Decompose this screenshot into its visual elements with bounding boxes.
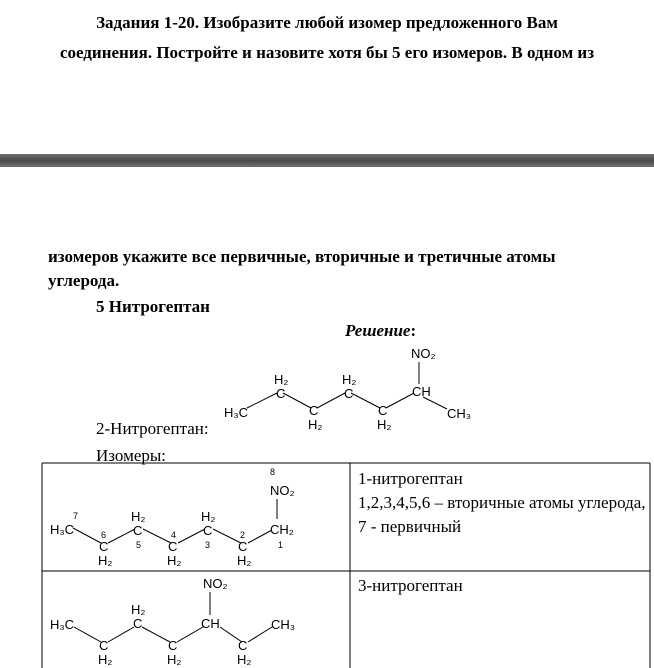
label-h2: H₂ [308, 417, 323, 432]
atom-number: 7 [73, 511, 79, 521]
label-c: C [344, 386, 354, 401]
label-h2: H₂ [167, 553, 182, 568]
label-h2: H₂ [237, 553, 252, 568]
label-h2: H₂ [342, 372, 357, 387]
label-c: C [99, 539, 109, 554]
isomers-label: Изомеры: [96, 446, 167, 465]
label-h2: H₂ [237, 652, 252, 667]
label-c: C [203, 523, 213, 538]
table-row [358, 574, 648, 598]
atom-number: 2 [240, 530, 246, 540]
label-ch2: CH₂ [270, 522, 294, 537]
label-no2: NO₂ [270, 483, 295, 498]
isomer-name: 1-нитрогептан [358, 469, 463, 488]
label-ch: CH [412, 384, 431, 399]
label-c: C [238, 539, 248, 554]
label-no2: NO₂ [411, 346, 436, 361]
solution-label: Решение [345, 321, 411, 340]
label-h2: H₂ [98, 553, 113, 568]
label-ch3: CH₃ [447, 406, 472, 421]
label-c: C [276, 386, 286, 401]
atom-number: 6 [101, 530, 107, 540]
atom-number: 8 [270, 467, 276, 477]
label-h2: H₂ [167, 652, 182, 667]
task-text-line3: изомеров укажите все первичные, вторичные и третичные атомы [48, 247, 556, 266]
label-ch: CH [201, 616, 220, 631]
label-c: C [309, 403, 319, 418]
label-c: C [378, 403, 388, 418]
atom-number: 4 [171, 530, 177, 540]
label-h2: H₂ [131, 602, 146, 617]
label-h3c: H₃C [50, 522, 75, 537]
task-compound: 5 Нитрогептан [96, 297, 210, 316]
solution-colon: : [410, 321, 417, 340]
label-c: C [168, 638, 178, 653]
label-no2: NO₂ [203, 576, 228, 591]
main-compound-name: 2-Нитрогептан: [96, 419, 209, 438]
structure-2-nitroheptane [224, 346, 471, 432]
label-h2: H₂ [377, 417, 392, 432]
label-h2: H₂ [201, 509, 216, 524]
label-c: C [238, 638, 248, 653]
atom-number: 5 [136, 540, 142, 550]
isomer-name: 3-нитрогептан [358, 576, 463, 595]
structure-1-nitroheptane [50, 467, 295, 568]
atom-number: 3 [205, 540, 211, 550]
label-h2: H₂ [274, 372, 289, 387]
label-c: C [99, 638, 109, 653]
isomer-description: 1,2,3,4,5,6 – вторичные атомы углерода, 7 - первичный [358, 493, 646, 536]
atom-number: 1 [278, 540, 284, 550]
label-h2: H₂ [131, 509, 146, 524]
label-c: C [168, 539, 178, 554]
task-text-line4: углерода. [48, 271, 120, 290]
label-c: C [133, 616, 143, 631]
label-h3c: H₃C [50, 617, 75, 632]
label-h2: H₂ [98, 652, 113, 667]
task-text-line1: Задания 1-20. Изобразите любой изомер предложенного Вам [96, 13, 558, 32]
label-c: C [133, 523, 143, 538]
task-text-line2: соединения. Постройте и назовите хотя бы 5 его изомеров. В одном из [59, 43, 595, 62]
table-row [358, 467, 648, 539]
label-ch3: CH₃ [271, 617, 296, 632]
label-h3c: H₃C [224, 405, 249, 420]
structure-3-nitroheptane [50, 576, 295, 667]
